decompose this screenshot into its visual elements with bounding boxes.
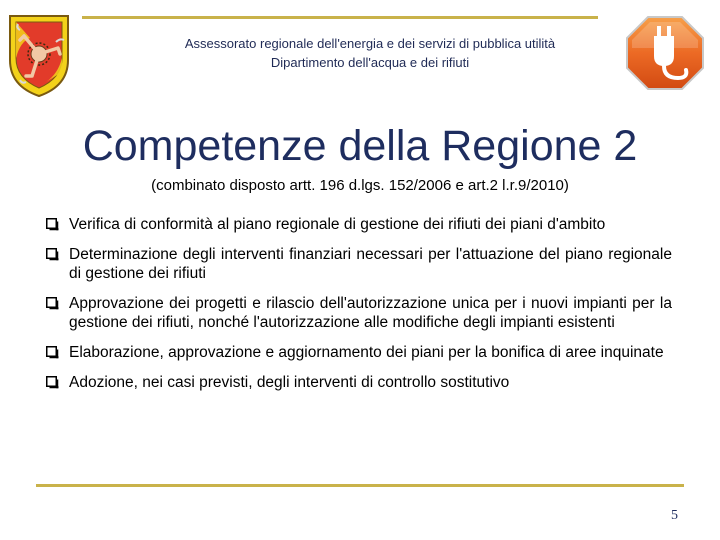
bullet-text: Determinazione degli interventi finanziari necessari per l'attuazione del piano regionale di gestione dei rifiuti — [69, 246, 672, 282]
electric-plug-icon — [624, 14, 706, 92]
sicily-coat-of-arms-icon — [6, 12, 72, 98]
slide-title: Competenze della Regione 2 — [82, 122, 638, 170]
bullet-text: Elaborazione, approvazione e aggiornamento dei piani per la bonifica di aree inquinate — [69, 344, 664, 361]
checkbox-bullet-icon — [46, 218, 59, 231]
checkbox-bullet-icon — [46, 248, 59, 261]
header-department-line: Assessorato regionale dell'energia e dei servizi di pubblica utilità — [184, 36, 556, 51]
bullet-text: Adozione, nei casi previsti, degli interventi di controllo sostitutivo — [69, 374, 510, 391]
bullet-text: Verifica di conformità al piano regionale di gestione dei rifiuti dei piani d'ambito — [69, 216, 606, 233]
footer-divider — [36, 484, 684, 487]
list-item — [46, 343, 672, 362]
list-item — [46, 373, 672, 392]
list-item — [46, 294, 672, 332]
slide-subtitle: (combinato disposto artt. 196 d.lgs. 152/2006 e art.2 l.r.9/2010) — [151, 177, 569, 194]
list-item — [46, 215, 672, 234]
list-item — [46, 245, 672, 283]
checkbox-bullet-icon — [46, 297, 59, 310]
page-number: 5 — [671, 508, 678, 523]
bullet-text: Approvazione dei progetti e rilascio dell'autorizzazione unica per i nuovi impianti per la gestione dei rifiuti, nonché l'autorizzazione alle modifiche degli impianti esistenti — [69, 295, 672, 331]
header-divider — [82, 16, 598, 19]
checkbox-bullet-icon — [46, 376, 59, 389]
bullet-list — [46, 215, 672, 403]
header-division-line: Dipartimento dell'acqua e dei rifiuti — [270, 55, 470, 70]
checkbox-bullet-icon — [46, 346, 59, 359]
